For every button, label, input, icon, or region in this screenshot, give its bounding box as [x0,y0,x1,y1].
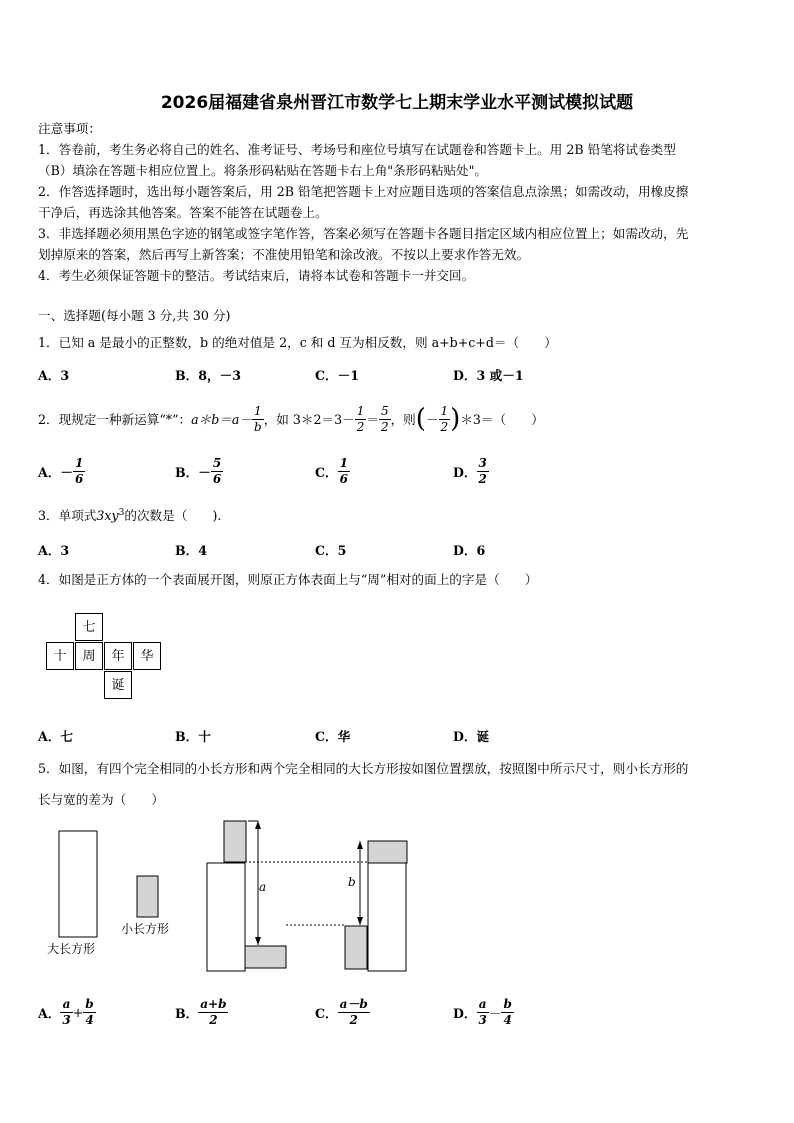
small-rectangle [137,876,158,917]
small-rectangle-bottom-right [345,926,367,969]
notice-line: 3．非选择题必须用黑色字迹的钢笔或签字笔作答，答案必须写在答题卡各题目指定区域内相应位置上；如需改动，先 [38,226,689,241]
q5-option-d: D． $\frac{a}{3}$ － $\frac{b}{4}$ [453,996,512,1027]
q1-stem: 1．已知 a 是最小的正整数，b 的绝对值是 2，c 和 d 互为相反数，则 a+b+c+d＝（ ） [38,335,557,350]
q2-example-fraction: $\frac{1}{2}$ [356,403,365,434]
q5-stem-line1: 5．如图，有四个完全相同的小长方形和两个完全相同的大长方形按如图位置摆放，按照图中所示尺寸，则小长方形的 [38,761,689,776]
label-big-rectangle: 大长方形 [47,942,96,956]
q2-ask-suffix: ＊3＝（ ） [460,411,544,427]
q1-option-d: D．3 或－1 [453,368,524,383]
net-cell: 周 [75,642,103,670]
q2-stem: 2．现规定一种新运算“*”： a＊b＝a－ $\frac{1}{b}$ ，如 3＊2＝3－ $\frac{1}{2}$ ＝ $\frac{5}{2}$ ，则 ( － $\frac{1}{2}$ ) ＊3＝（ ） [38,403,544,434]
notice-line: （B）填涂在答题卡相应位置上。将条形码粘贴在答题卡右上角"条形码粘贴处"。 [38,163,488,178]
section-heading: 一、选择题(每小题 3 分,共 30 分) [38,308,231,323]
big-rectangle [59,831,97,937]
q3-option-c: C．5 [315,543,347,558]
notice-line: 2．作答选择题时，选出每小题答案后，用 2B 铅笔把答题卡上对应题目选项的答案信息点涂黑；如需改动，用橡皮擦 [38,184,689,199]
q2-ask-fraction: $\frac{1}{2}$ [440,403,449,434]
notice-line: 1．答卷前，考生务必将自己的姓名、准考证号、考场号和座位号填写在试题卷和答题卡上。用 2B 铅笔将试卷类型 [38,142,676,157]
q2-option-d: D． $\frac{3}{2}$ [453,455,487,486]
q2-def-fraction: $\frac{1}{b}$ [254,403,262,434]
q5-option-b: B． $\frac{a+b}{2}$ [175,996,227,1027]
q2-option-c: C． $\frac{1}{6}$ [315,455,348,486]
q2-example-equals: ＝ [366,411,379,427]
right-paren: ) [450,403,461,434]
q3-option-d: D．6 [453,543,486,558]
label-small-rectangle: 小长方形 [121,922,170,936]
q4-option-c: C．华 [315,729,351,744]
q2-stem-prefix: 2．现规定一种新运算“*”： [38,411,192,427]
q5-stem-line2: 长与宽的差为（ ） [38,792,164,807]
q3-exponent: 3 [118,508,125,518]
left-paren: ( [415,403,426,434]
big-rectangle-left [207,863,245,971]
q4-option-a: A．七 [38,729,73,744]
notice-line: 干净后，再选涂其他答案。答案不能答在试题卷上。 [38,205,328,220]
q2-definition: a＊b＝a－ [191,411,252,427]
rectangles-figure [40,815,420,975]
net-cell: 华 [133,642,161,670]
notice-heading: 注意事项： [38,121,101,136]
q1-option-b: B．8，－3 [175,368,241,383]
big-rectangle-right [368,863,406,971]
q2-option-a: A．－ $\frac{1}{6}$ [38,455,84,486]
small-rectangle-top [224,821,246,862]
label-b: b [348,875,356,889]
q2-option-b: B．－ $\frac{5}{6}$ [175,455,222,486]
q4-option-b: B．十 [175,729,211,744]
notice-line: 划掉原来的答案，然后再写上新答案；不准使用铅笔和涂改液。不按以上要求作答无效。 [38,247,530,262]
net-cell: 十 [46,642,74,670]
cube-net-figure [46,613,166,703]
net-cell-bottom: 诞 [104,671,132,699]
q1-option-c: C．－1 [315,368,359,383]
q3-option-a: A．3 [38,543,70,558]
net-cell-top: 七 [75,613,103,641]
q4-stem: 4．如图是正方体的一个表面展开图，则原正方体表面上与“周”相对的面上的字是（ ） [38,572,538,587]
page-title: 2026届福建省泉州晋江市数学七上期末学业水平测试模拟试题 [160,93,634,113]
small-rectangle-bottom [245,946,286,968]
q5-option-c: C． $\frac{a-b}{2}$ [315,996,368,1027]
notice-line: 4．考生必须保证答题卡的整洁。考试结束后，请将本试卷和答题卡一并交回。 [38,268,475,283]
label-a: a [259,880,267,894]
q2-ask-prefix: ，则 [390,411,416,427]
q3-stem: 3．单项式$3xy^3$的次数是（ ). [38,508,222,524]
q3-monomial: 3xy [96,508,119,524]
q2-example-prefix: ，如 3＊2＝3－ [263,411,355,427]
small-rectangle-top-right [368,841,407,863]
q1-option-a: A．3 [38,368,70,383]
q2-example-result: $\frac{5}{2}$ [380,403,389,434]
q3-option-b: B．4 [175,543,208,558]
q5-option-a: A． $\frac{a}{3}$ + $\frac{b}{4}$ [38,996,94,1027]
q4-option-d: D．诞 [453,729,490,744]
net-cell: 年 [104,642,132,670]
